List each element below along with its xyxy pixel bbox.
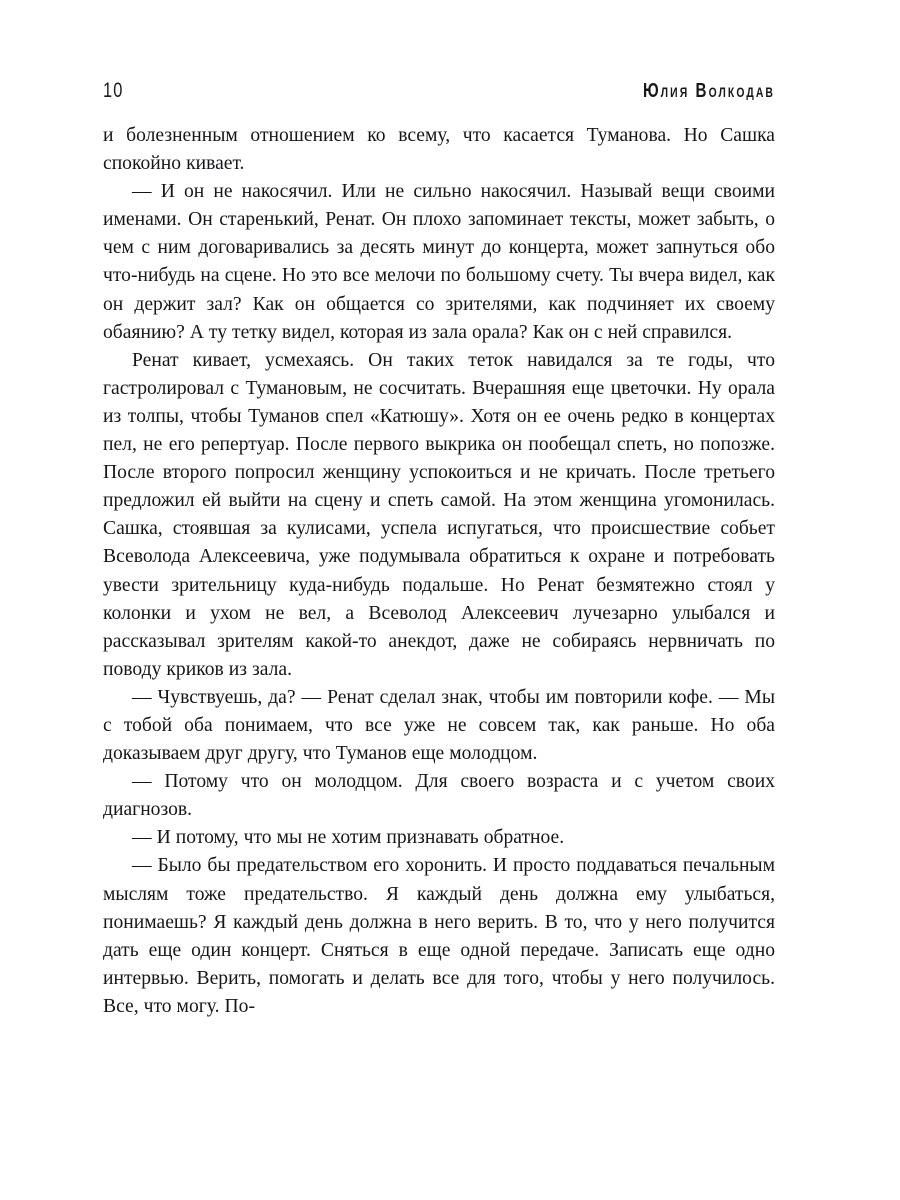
paragraph: — И он не накосячил. Или не сильно накосячил. Называй вещи своими именами. Он старенький, Ренат. Он плохо запоминает тексты, может забыть, о чем с ним договаривались за десять минут до концерта, может запнуться обо что-нибудь на сцене. Но это все мелочи по большому счету. Ты вчера видел, как он держит зал? Как он общается со зрителями, как подчиняет их своему обаянию? А ту тетку видел, которая из зала орала? Как он с ней справился.	[103, 181, 775, 343]
paragraph: — И потому, что мы не хотим признавать обратное.	[132, 827, 565, 849]
running-head-author: Юлия Волкодав	[642, 79, 775, 103]
paragraph: Ренат кивает, усмехаясь. Он таких теток навидался за те годы, что гастролировал с Тумановым, не сосчитать. Вчерашняя еще цветочки. Ну орала из толпы, чтобы Туманов спел «Катюшу». Хотя он ее очень редко в концертах пел, не его репертуар. После первого выкрика он пообещал спеть, но попозже. После второго попросил женщину успокоиться и не кричать. После третьего предложил ей выйти на сцену и спеть самой. На этом женщина угомонилась. Сашка, стоявшая за кулисами, успела испугаться, что происшествие собьет Всеволода Алексеевича, уже подумывала обратиться к охране и потребовать увести зрительницу куда-нибудь подальше. Но Ренат безмятежно стоял у колонки и ухом не вел, а Всеволод Алексеевич лучезарно улыбался и рассказывал зрителям какой-то анекдот, даже не собираясь нервничать по поводу криков из зала.	[103, 349, 775, 680]
body-text-block	[103, 122, 775, 1021]
paragraph: — Потому что он молодцом. Для своего возраста и с учетом своих диагнозов.	[103, 771, 775, 821]
page-number: 10	[103, 79, 124, 102]
paragraph: и болезненным отношением ко всему, что касается Туманова. Но Сашка спокойно кивает.	[103, 125, 775, 175]
paragraph: — Было бы предательством его хоронить. И просто поддаваться печальным мыслям тоже предательство. Я каждый день должна ему улыбаться, понимаешь? Я каждый день должна в него верить. В то, что у него получится дать еще один концерт. Сняться в еще одной передаче. Записать еще одно интервью. Верить, помогать и делать все для того, чтобы у него получилось. Все, что могу. По-	[103, 855, 775, 1017]
paragraph: — Чувствуешь, да? — Ренат сделал знак, чтобы им повторили кофе. — Мы с тобой оба понимаем, что все уже не совсем так, как раньше. Но оба доказываем друг другу, что Туманов еще молодцом.	[103, 686, 775, 765]
running-header	[103, 80, 775, 106]
